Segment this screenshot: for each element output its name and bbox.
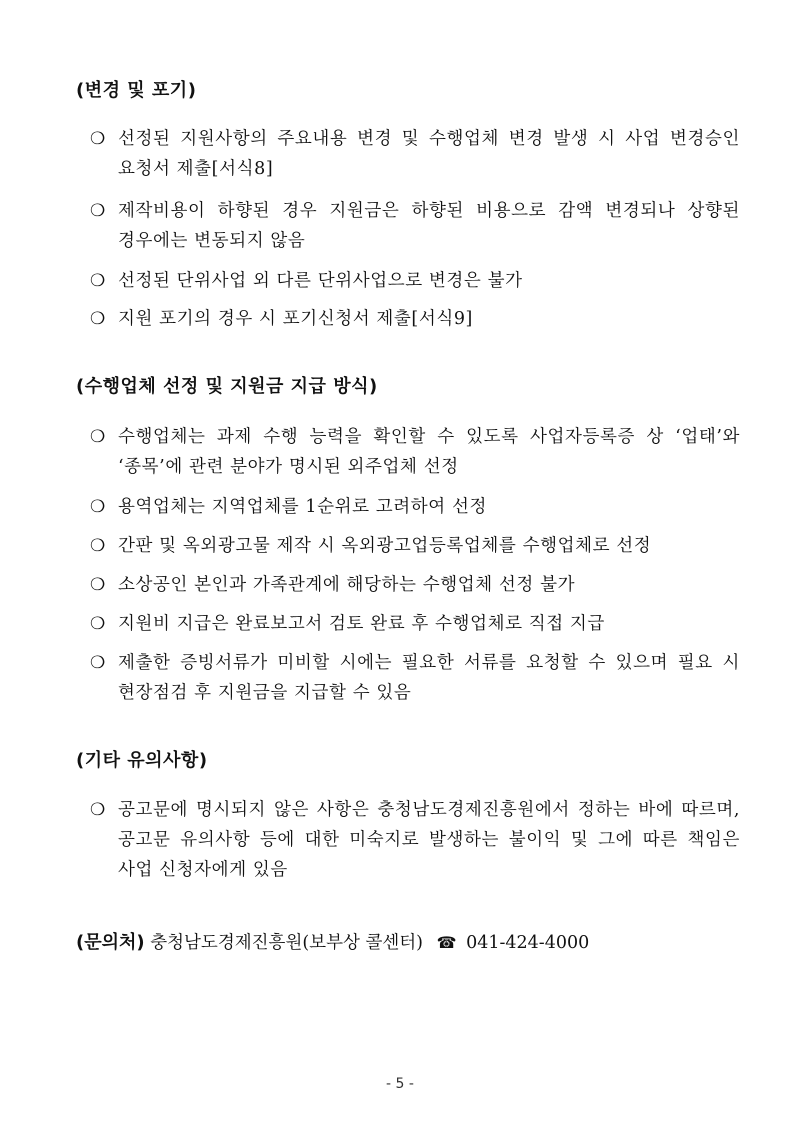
circle-bullet-icon: ❍ xyxy=(90,653,106,673)
list-item xyxy=(90,648,740,708)
list-item-text: 제작비용이 하향된 경우 지원금은 하향된 비용으로 감액 변경되나 상향된 경우에는 변동되지 않음 xyxy=(118,201,740,251)
list-item xyxy=(90,609,740,639)
list-item-text: 수행업체는 과제 수행 능력을 확인할 수 있도록 사업자등록증 상 ‘업태’와 ‘종목’에 관련 분야가 명시된 외주업체 선정 xyxy=(118,427,740,477)
phone-icon: ☎ xyxy=(436,933,457,952)
list-item xyxy=(90,266,740,296)
circle-bullet-icon: ❍ xyxy=(90,497,106,517)
circle-bullet-icon: ❍ xyxy=(90,575,106,595)
list-item xyxy=(90,795,740,885)
list-item xyxy=(90,570,740,600)
circle-bullet-icon: ❍ xyxy=(90,536,106,556)
contact-label: (문의처) xyxy=(76,932,145,953)
list-item xyxy=(90,531,740,561)
list-item-text: 소상공인 본인과 가족관계에 해당하는 수행업체 선정 불가 xyxy=(118,575,576,595)
circle-bullet-icon: ❍ xyxy=(90,427,106,447)
circle-bullet-icon: ❍ xyxy=(90,800,106,820)
list-item-text: 간판 및 옥외광고물 제작 시 옥외광고업등록업체를 수행업체로 선정 xyxy=(118,536,652,556)
contact-phone: 041-424-4000 xyxy=(466,933,590,953)
section-heading-vendor-selection: (수행업체 선정 및 지원금 지급 방식) xyxy=(76,376,378,397)
section-heading-change: (변경 및 포기) xyxy=(76,80,197,101)
contact-line xyxy=(76,928,589,958)
list-item-text: 선정된 단위사업 외 다른 단위사업으로 변경은 불가 xyxy=(118,271,523,291)
list-item xyxy=(90,304,740,334)
contact-organization: 충청남도경제진흥원(보부상 콜센터) xyxy=(150,933,423,953)
list-item xyxy=(90,422,740,482)
list-item-text: 공고문에 명시되지 않은 사항은 충청남도경제진흥원에서 정하는 바에 따르며, 공고문 유의사항 등에 대한 미숙지로 발생하는 불이익 및 그에 따른 책임은 사업 신청자에게 있음 xyxy=(118,800,740,880)
list-item xyxy=(90,124,740,184)
circle-bullet-icon: ❍ xyxy=(90,614,106,634)
list-item xyxy=(90,492,740,522)
circle-bullet-icon: ❍ xyxy=(90,309,106,329)
circle-bullet-icon: ❍ xyxy=(90,129,106,149)
list-item-text: 지원비 지급은 완료보고서 검토 완료 후 수행업체로 직접 지급 xyxy=(118,614,605,634)
list-item-text: 제출한 증빙서류가 미비할 시에는 필요한 서류를 요청할 수 있으며 필요 시 현장점검 후 지원금을 지급할 수 있음 xyxy=(118,653,740,703)
list-item xyxy=(90,196,740,256)
section-heading-other-notes: (기타 유의사항) xyxy=(76,750,208,771)
list-item-text: 선정된 지원사항의 주요내용 변경 및 수행업체 변경 발생 시 사업 변경승인 요청서 제출[서식8] xyxy=(118,129,740,179)
circle-bullet-icon: ❍ xyxy=(90,271,106,291)
list-item-text: 지원 포기의 경우 시 포기신청서 제출[서식9] xyxy=(118,309,473,329)
circle-bullet-icon: ❍ xyxy=(90,201,106,221)
list-item-text: 용역업체는 지역업체를 1순위로 고려하여 선정 xyxy=(118,497,487,517)
page-number: - 5 - xyxy=(386,1076,414,1092)
